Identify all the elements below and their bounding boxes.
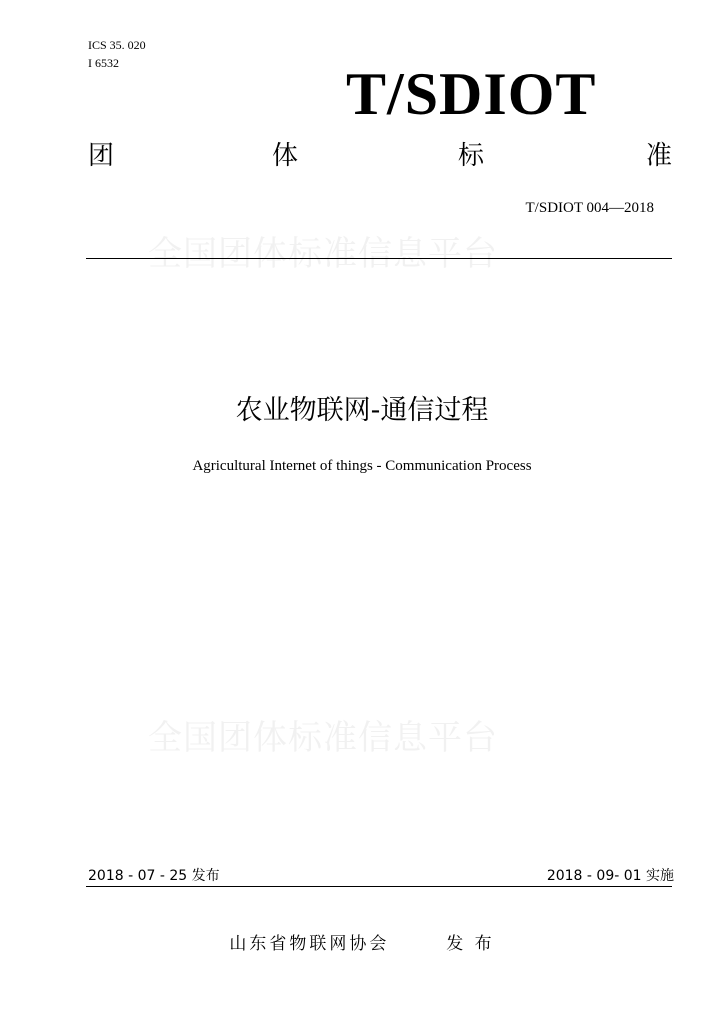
kind-char-2: 体 (272, 141, 299, 171)
classification-number: I 6532 (88, 56, 119, 70)
kind-char-4: 准 (646, 141, 673, 171)
watermark-top: 全国团体标准信息平台 (148, 234, 498, 274)
ics-number: ICS 35. 020 (88, 38, 146, 52)
issuer-organization: 山东省物联网协会 (229, 934, 390, 954)
ics-code (88, 36, 146, 72)
header-divider (86, 258, 672, 259)
issuer-action: 发 布 (446, 934, 495, 954)
publish-date: 2018 - 07 - 25 发布 (88, 868, 220, 884)
footer-divider (86, 886, 672, 887)
title-chinese: 农业物联网-通信过程 (235, 395, 489, 426)
watermark-bottom: 全国团体标准信息平台 (148, 718, 498, 758)
kind-char-3: 标 (458, 141, 485, 171)
implement-date: 2018 - 09- 01 实施 (546, 868, 674, 884)
standard-logo: T/SDIOT (346, 61, 597, 127)
title-english: Agricultural Internet of things - Communication Process (192, 458, 532, 474)
kind-char-1: 团 (88, 141, 115, 171)
issuer-line (0, 932, 724, 956)
standard-code: T/SDIOT 004—2018 (525, 200, 654, 216)
